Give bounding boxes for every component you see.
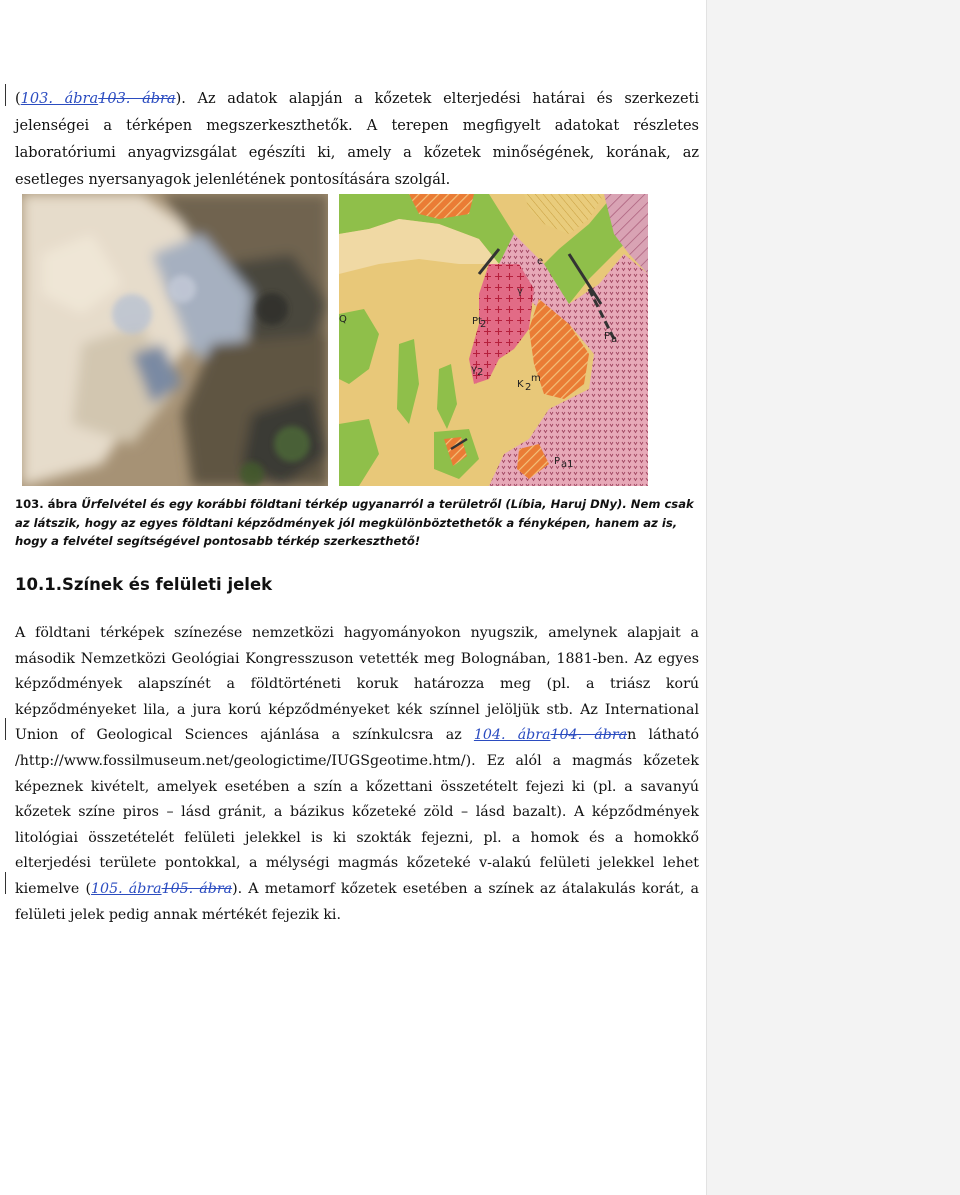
paragraph-colors-text-3: ). A metamorf kőzetek esetében a színek az átalakulás korát, a felületi jelek pedig annak mértékét fejezik ki. [15,880,699,923]
map-label-pa1-sub: a1 [561,459,574,470]
figure-reference-104-deleted[interactable]: 104. ábra [550,727,628,744]
figure-caption-text: Űrfelvétel és egy korábbi földtani térkép ugyanarról a területről (Líbia, Haruj DNy). Nem csak az látszik, hogy az egyes földtani képződmények jól megkülönböztethetők a fényképen, hanem az is, hogy a felvétel segítségével pontosabb térkép szerkeszthető! [15,497,694,548]
paragraph-intro [15,86,699,194]
map-label-k2m-sub: 2 [525,382,532,393]
section-number: 10.1. [15,575,62,594]
figure-reference-105-deleted[interactable]: 105. ábra [161,880,233,897]
map-label-pt2: Pt [472,316,482,327]
paragraph-colors [15,621,699,928]
paragraph-colors-text-2: n látható /http://www.fossilmuseum.net/geologictime/IUGSgeotime.htm/). Ez alól a magmás kőzetek képeznek kivételt, amelyek esetében a szín a kőzettani összetételt fejezi ki (pl. a savanyú kőzetek színe piros – lásd gránit, a bázikus kőzeteké zöld – lásd bazalt). A képződmények litológiai összetételét felületi jelekkel is ki szokták fejezni, pl. a homok és a homokkő elterjedési területe pontokkal, a mélységi magmás kőzeteké v-alakú felületi jelekkel lehet kiemelve ( [15,727,699,897]
open-paren: ( [15,91,21,107]
figure-reference-105-inserted[interactable]: 105. ábra [91,880,162,897]
geologic-map-image [339,194,648,486]
change-bar [5,718,6,740]
paragraph-colors-text-1: A földtani térképek színezése nemzetközi hagyományokon nyugszik, amelynek alapjait a második Nemzetközi Geológiai Kongresszuson vetették meg Bolognában, 1881-ben. Az egyes képződmények alapszínét a földtörténeti koruk határozza meg (pl. a triász korú képződményeket lila, a jura korú képződményeket kék színnel jelöljük stb. Az International Union of Geological Sciences ajánlása a színkulcsra az [15,625,699,744]
figure-caption-number: 103. ábra [15,497,78,511]
map-label-gamma: γ [517,286,523,297]
figure-reference-deleted[interactable]: 103. ábra [98,91,176,107]
map-label-pa: P [604,331,611,342]
map-label-k2m-sup: m [531,373,541,384]
change-bar [5,872,6,894]
map-label-k2m: K [517,379,524,390]
map-label-gamma2-sub: 2 [477,367,484,378]
map-label-pa-sub: a [611,334,618,345]
section-heading [15,575,272,594]
map-label-gamma2: γ [471,364,477,375]
figure-caption [15,495,699,551]
map-label-q: Q [339,314,347,325]
map-label-pa1: P [554,456,561,467]
comment-pane [706,0,960,1195]
map-label-e: e [537,256,544,267]
satellite-image [22,194,328,486]
section-title: Színek és felületi jelek [61,575,273,594]
paragraph-intro-text: ). Az adatok alapján a kőzetek elterjedési határai és szerkezeti jelenségei a térképen megszerkeszthetők. A terepen megfigyelt adatokat részletes laboratóriumi anyagvizsgálat egészíti ki, amely a kőzetek minőségének, korának, az esetleges nyersanyagok jelenlétének pontosítására szolgál. [15,91,699,188]
figure-reference-104-inserted[interactable]: 104. ábra [473,727,551,744]
change-bar [5,84,6,106]
map-label-pt2-sub: 2 [480,319,487,330]
figure-reference-inserted[interactable]: 103. ábra [20,91,99,107]
